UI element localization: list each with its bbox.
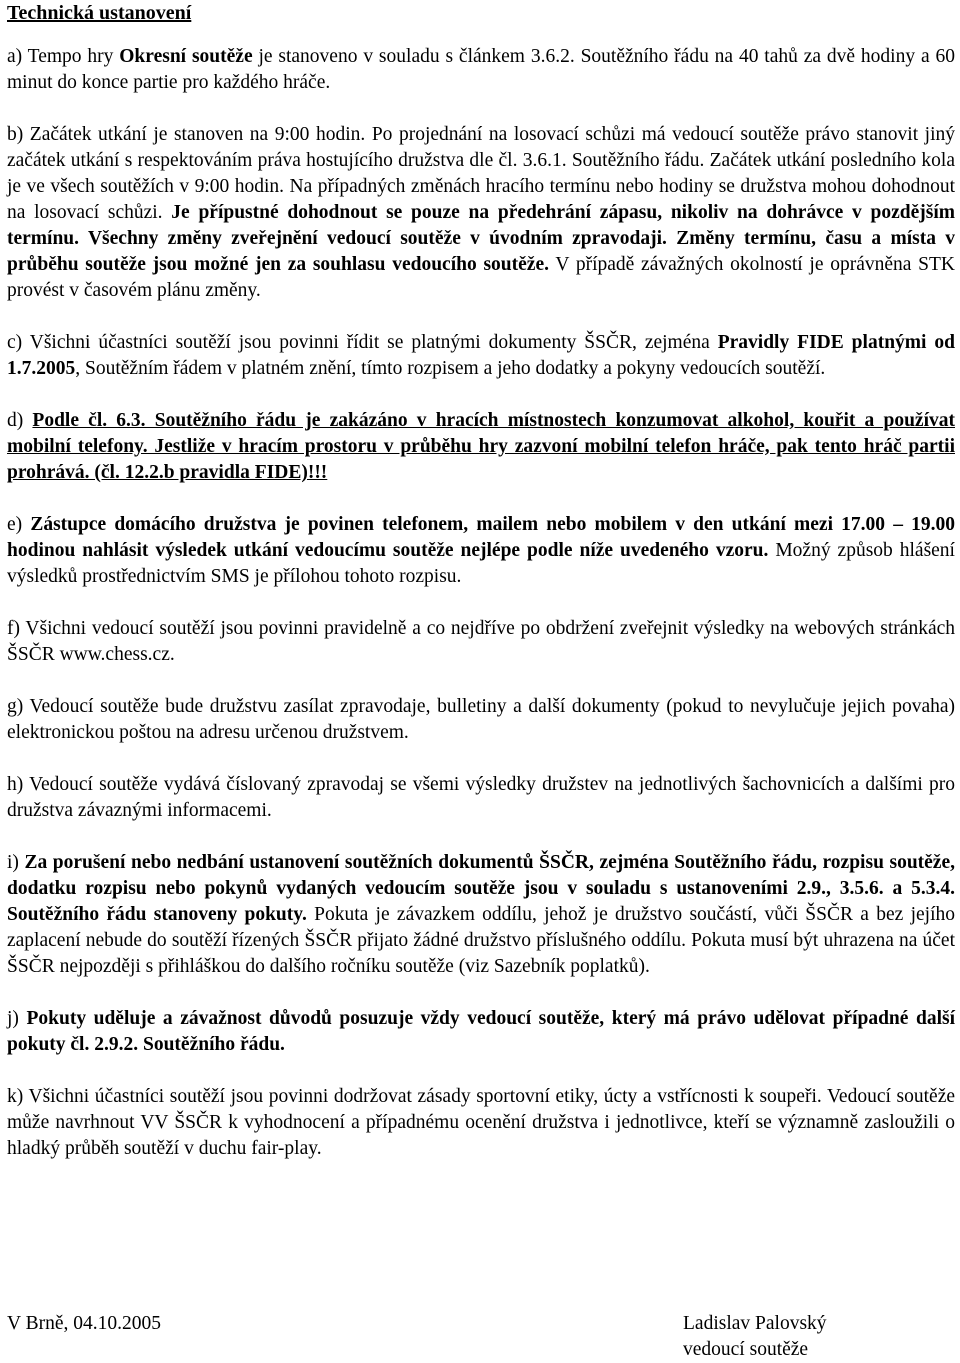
paragraph-a [7, 44, 955, 96]
paragraph-k: k) Všichni účastníci soutěží jsou povinni dodržovat zásady sportovní etiky, úcty a vstřícnosti k soupeři. Vedoucí soutěže může navrhnout VV ŠSČR k vyhodnocení a případnému ocenění družstva i jednotlivce, kteří se významně zasloužili o hladký průběh soutěží v duchu fair-play. [7, 1086, 955, 1159]
paragraph-j [7, 1006, 955, 1058]
place-date: V Brně, 04.10.2005 [7, 1313, 162, 1334]
document-page [7, 0, 955, 1162]
text: V případě závažných okolností je oprávněna STK provést v časovém plánu změny. [7, 254, 955, 301]
bold-text: Zástupce domácího družstva je povinen telefonem, mailem nebo mobilem v den utkání mezi 17.00 – 19.00 hodinou nahlásit výsledek utkání vedoucímu soutěže nejlépe podle níže uvedeného vzoru. [7, 514, 955, 561]
paragraph-g: g) Vedoucí soutěže bude družstvu zasílat zpravodaje, bulletiny a další dokumenty (pokud to nevylučuje jejich povaha) elektronickou poštou na adresu určenou družstvem. [7, 696, 955, 743]
signatory [683, 1311, 827, 1363]
paragraph-i [7, 850, 955, 980]
text: e) [7, 514, 31, 535]
text: Pokuta je závazkem oddílu, jehož je družstvo součástí, vůči ŠSČR a bez jejího zaplacení nebude do soutěží řízených ŠSČR přijato žádné družstvo příslušného oddílu. Pokuta musí být uhrazena na účet ŠSČR nejpozději s přihláškou do dalšího ročníku soutěže (viz Sazebník poplatků). [7, 904, 955, 977]
text: j) [7, 1008, 27, 1029]
text: d) [7, 410, 33, 431]
paragraph-c [7, 330, 955, 382]
section-heading: Technická ustanovení [7, 2, 192, 24]
bold-underlined-text: Podle čl. 6.3. Soutěžního řádu je zakázáno v hracích místnostech konzumovat alkohol, kouřit a používat mobilní telefony. Jestliže v hracím prostoru v průběhu hry zazvoní mobilní telefon hráče, pak tento hráč partii prohrává. (čl. 12.2.b pravidla FIDE)!!! [7, 410, 955, 483]
text: a) Tempo hry [7, 46, 120, 67]
text: , Soutěžním řádem v platném znění, tímto rozpisem a jeho dodatky a pokyny vedoucích soutěží. [75, 358, 826, 379]
signatory-name: Ladislav Palovský [683, 1313, 827, 1334]
text: b) Začátek utkání je stanoven na 9:00 hodin. Po projednání na losovací schůzi má vedoucí soutěže právo stanovit jiný začátek utkání s respektováním práva hostujícího družstva dle čl. 3.6.1. Soutěžního řádu. Začátek utkání posledního kola je ve všech soutěžích v 9:00 hodin. Na případných změnách hracího termínu nebo hodiny se družstva mohou dohodnout na losovací schůzi. [7, 124, 955, 223]
bold-text: Okresní soutěže [119, 46, 253, 67]
paragraph-h: h) Vedoucí soutěže vydává číslovaný zpravodaj se všemi výsledky družstev na jednotlivých šachovnicích a dalšími pro družstva závaznými informacemi. [7, 774, 955, 821]
bold-text: Je přípustné dohodnout se pouze na předehrání zápasu, nikoliv na dohrávce v pozdějším termínu. Všechny změny zveřejnění vedoucí soutěže v úvodním zpravodaji. Změny termínu, času a místa v průběhu soutěže jsou možné jen za souhlasu vedoucího soutěže. [7, 202, 955, 275]
bold-text: Pravidly FIDE platnými od 1.7.2005 [7, 332, 955, 379]
paragraph-b [7, 122, 955, 304]
text: c) Všichni účastníci soutěží jsou povinni řídit se platnými dokumenty ŠSČR, zejména [7, 332, 718, 353]
paragraph-e [7, 512, 955, 590]
signature-block [7, 1311, 955, 1358]
paragraph-d [7, 408, 955, 486]
signatory-role: vedoucí soutěže [683, 1339, 809, 1360]
bold-text: Za porušení nebo nedbání ustanovení soutěžních dokumentů ŠSČR, zejména Soutěžního řádu, rozpisu soutěže, dodatku rozpisu nebo pokynů vydaných vedoucím soutěže jsou v souladu s ustanoveními 2.9., 3.5.6. a 5.3.4. Soutěžního řádu stanoveny pokuty. [7, 852, 955, 925]
paragraph-f: f) Všichni vedoucí soutěží jsou povinni pravidelně a co nejdříve po obdržení zveřejnit výsledky na webových stránkách ŠSČR www.chess.cz. [7, 618, 955, 665]
bold-text: Pokuty uděluje a závažnost důvodů posuzuje vždy vedoucí soutěže, který má právo udělovat případné další pokuty čl. 2.9.2. Soutěžního řádu. [7, 1008, 955, 1055]
text: i) [7, 852, 25, 873]
text: Možný způsob hlášení výsledků prostřednictvím SMS je přílohou tohoto rozpisu. [7, 540, 955, 587]
text: je stanoveno v souladu s článkem 3.6.2. Soutěžního řádu na 40 tahů za dvě hodiny a 60 minut do konce partie pro každého hráče. [7, 46, 955, 93]
